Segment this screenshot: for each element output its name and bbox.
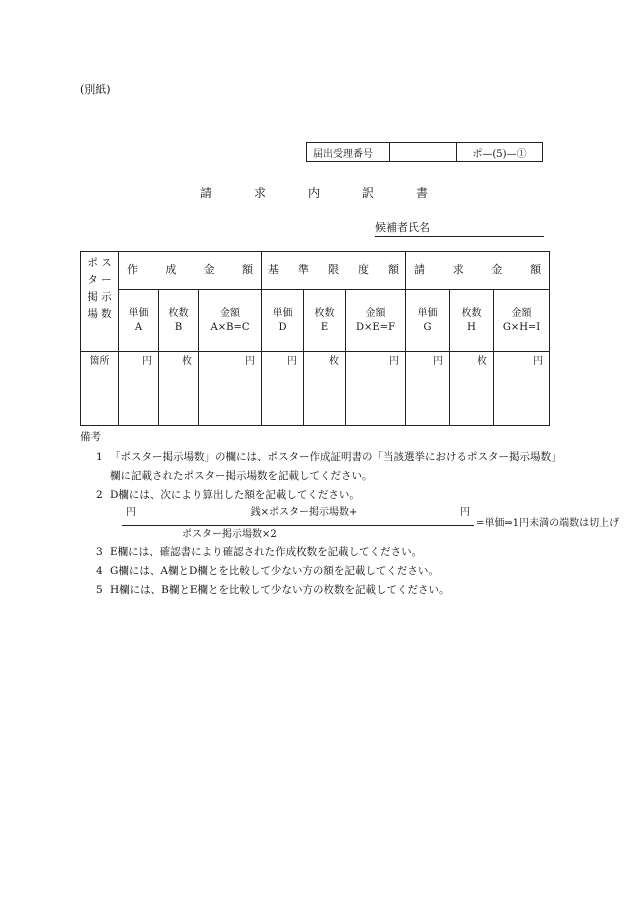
subheader-amount-i: 金額 G×H=I (494, 290, 550, 352)
group-header-limit-amount: 基 準 限 度 額 (262, 252, 406, 290)
invoice-breakdown-table (80, 251, 550, 426)
remark-item: 1 「ポスター掲示場数」の欄には、ポスター作成証明書の「当該選挙におけるポスター掲示場数」欄に記載されたポスター掲示場数を記載してください。 (96, 451, 557, 482)
remarks (80, 428, 620, 600)
page-title (200, 184, 430, 201)
cell-d[interactable]: 円 (262, 352, 304, 426)
subheader-unit-price-d: 単価 D (262, 290, 304, 352)
cell-f[interactable]: 円 (346, 352, 406, 426)
candidate-name-field[interactable] (375, 219, 544, 237)
reception-number-box (306, 142, 543, 162)
unit-price-formula (120, 505, 620, 543)
title-char: 書 (415, 186, 430, 200)
subheader-count-h: 枚数 H (450, 290, 494, 352)
sites-count-cell[interactable]: 箇所 (81, 352, 119, 426)
cell-h[interactable]: 枚 (450, 352, 494, 426)
subheader-count-e: 枚数 E (304, 290, 346, 352)
formula-denominator: ポスター掲示場数×2 (182, 529, 277, 540)
subheader-count-b: 枚数 B (159, 290, 199, 352)
cell-g[interactable]: 円 (406, 352, 450, 426)
cell-i[interactable]: 円 (494, 352, 550, 426)
fraction-bar (122, 525, 474, 526)
group-header-claim-amount: 請 求 金 額 (406, 252, 550, 290)
remark-item: 4 G欄には、A欄とD欄とを比較して少ない方の額を記載してください。 (96, 565, 439, 577)
formula-result: =単価⇒1円未満の端数は切上げ (476, 518, 620, 529)
cell-b[interactable]: 枚 (159, 352, 199, 426)
candidate-name-label: 候補者氏名 (375, 221, 430, 234)
subheader-amount-c: 金額 A×B=C (199, 290, 262, 352)
subheader-unit-price-g: 単価 G (406, 290, 450, 352)
subheader-unit-price-a: 単価 A (119, 290, 159, 352)
formula-yen-1: 円 (126, 507, 136, 518)
cell-e[interactable]: 枚 (304, 352, 346, 426)
title-char: 請 (200, 186, 215, 200)
formula-numerator: 銭×ポスター掲示場数+ (250, 507, 358, 518)
attachment-tag: (別紙) (80, 83, 111, 96)
formula-yen-2: 円 (459, 507, 470, 518)
group-header-creation-amount: 作 成 金 額 (119, 252, 262, 290)
subheader-amount-f: 金額 D×E=F (346, 290, 406, 352)
title-char: 内 (307, 186, 322, 200)
remark-item: 3 E欄には、確認書により確認された作成枚数を記載してください。 (96, 546, 423, 558)
reception-number: ポ—(5)—① (457, 143, 543, 162)
remark-item: 5 H欄には、B欄とE欄とを比較して少ない方の枚数を記載してください。 (96, 584, 450, 596)
remark-item: 2 D欄には、次により算出した額を記載してください。 (96, 489, 360, 501)
poster-sites-header: ポ ス タ ー 掲 示 場 数 (81, 252, 119, 352)
title-char: 訳 (361, 186, 376, 200)
title-char: 求 (253, 186, 268, 200)
cell-c[interactable]: 円 (199, 352, 262, 426)
cell-a[interactable]: 円 (119, 352, 159, 426)
reception-blank-field[interactable] (390, 143, 457, 162)
remarks-heading: 備考 (80, 431, 101, 443)
reception-label: 届出受理番号 (307, 143, 390, 162)
